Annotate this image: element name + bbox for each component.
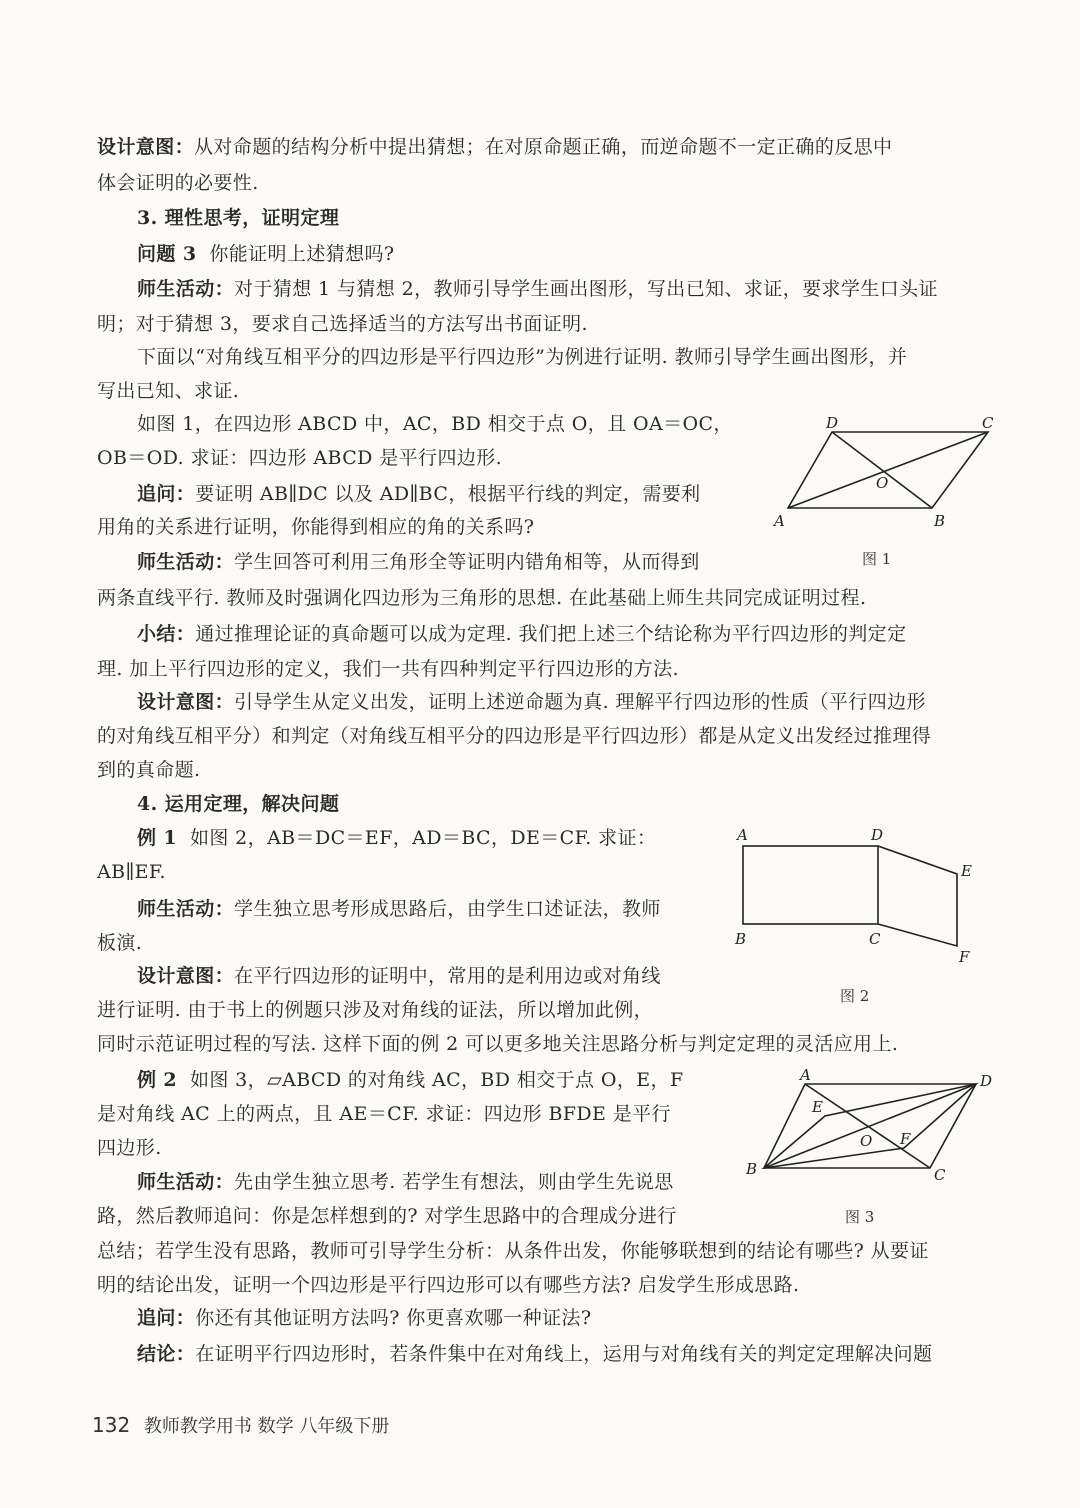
- label-e: E: [961, 862, 972, 880]
- label-f: F: [900, 1130, 911, 1148]
- diagonal-ac: [788, 432, 988, 508]
- text: 如图 2，AB＝DC＝EF，AD＝BC，DE＝CF. 求证：: [189, 827, 657, 849]
- activity-2-cont: 两条直线平行. 教师及时强调化四边形为三角形的思想. 在此基础上师生共同完成证明过程.: [97, 587, 867, 609]
- diagonal-ac: [805, 1084, 930, 1168]
- activity-3: [137, 896, 661, 922]
- example-2-cont: 是对角线 AC 上的两点，且 AE＝CF. 求证：四边形 BFDE 是平行: [97, 1103, 671, 1125]
- design-intent-3-cont: 进行证明. 由于书上的例题只涉及对角线的证法，所以增加此例，: [97, 999, 654, 1021]
- activity-1: [137, 276, 938, 302]
- book-title: 教师教学用书 数学 八年级下册: [143, 1416, 390, 1437]
- paragraph-proof-intro: 下面以“对角线互相平分的四边形是平行四边形”为例进行证明. 教师引导学生画出图形，并: [137, 346, 908, 368]
- label: 设计意图：: [137, 965, 235, 987]
- label-o: O: [876, 474, 889, 492]
- label-c: C: [869, 930, 881, 948]
- text: 你能证明上述猜想吗?: [209, 243, 395, 265]
- text: 要证明 AB∥DC 以及 AD∥BC，根据平行线的判定，需要利: [195, 483, 701, 505]
- figure-2-diagram: [725, 822, 985, 972]
- design-intent-3-cont2: 同时示范证明过程的写法. 这样下面的例 2 可以更多地关注思路分析与判定定理的灵活应用上.: [97, 1033, 899, 1055]
- figure-3: [740, 1068, 1000, 1198]
- label: 追问：: [137, 483, 196, 505]
- paragraph-proof-intro-cont: 写出已知、求证.: [97, 380, 240, 402]
- text: 学生回答可利用三角形全等证明内错角相等，从而得到: [234, 551, 700, 573]
- design-intent-1: [97, 134, 892, 160]
- text: 在平行四边形的证明中，常用的是利用边或对角线: [234, 965, 661, 987]
- label: 例 1: [137, 827, 178, 849]
- label-b: B: [934, 512, 946, 530]
- summary: [137, 621, 906, 647]
- diagonal-bd: [764, 1084, 976, 1168]
- follow-up-2: [137, 1305, 591, 1331]
- activity-2: [137, 549, 700, 575]
- activity-3-cont: 板演.: [97, 932, 143, 954]
- design-intent-2-cont2: 到的真命题.: [97, 759, 201, 781]
- label: 追问：: [137, 1307, 196, 1329]
- label-d: D: [980, 1072, 993, 1090]
- text: 对于猜想 1 与猜想 2，教师引导学生画出图形，写出已知、求证，要求学生口头证: [234, 278, 938, 300]
- section-4-heading: 4. 运用定理，解决问题: [137, 793, 340, 815]
- design-intent-2: [137, 689, 926, 715]
- activity-4: [137, 1169, 674, 1195]
- label-b: B: [746, 1160, 758, 1178]
- label-a: A: [737, 826, 748, 844]
- figure-1: [770, 410, 1010, 535]
- label-d: D: [826, 414, 839, 432]
- design-intent-1-cont: 体会证明的必要性.: [97, 172, 259, 194]
- label: 小结：: [137, 623, 196, 645]
- figure-1-caption: 图 1: [862, 550, 892, 568]
- rectangle-abcd: [743, 846, 878, 924]
- label-a: A: [800, 1066, 811, 1084]
- page-footer: [92, 1412, 389, 1438]
- label: 问题 3: [137, 243, 197, 265]
- question-3: [137, 241, 395, 267]
- paragraph-figure1: 如图 1，在四边形 ABCD 中，AC，BD 相交于点 O，且 OA＝OC，: [137, 413, 733, 435]
- text: 先由学生独立思考. 若学生有想法，则由学生先说思: [234, 1171, 674, 1193]
- follow-up-1: [137, 481, 701, 507]
- example-1: [137, 825, 656, 851]
- label: 师生活动：: [137, 1171, 235, 1193]
- label-f: F: [959, 948, 970, 966]
- summary-cont: 理. 加上平行四边形的定义，我们一共有四种判定平行四边形的方法.: [97, 658, 679, 680]
- text: 如图 3，▱ABCD 的对角线 AC，BD 相交于点 O，E，F: [189, 1069, 684, 1091]
- design-intent-3: [137, 963, 661, 989]
- figure-1-diagram: [770, 410, 1010, 535]
- page-number: 132: [92, 1413, 131, 1437]
- follow-up-1-cont: 用角的关系进行证明，你能得到相应的角的关系吗?: [97, 516, 535, 538]
- label: 例 2: [137, 1069, 178, 1091]
- design-intent-2-cont: 的对角线互相平分）和判定（对角线互相平分的四边形是平行四边形）都是从定义出发经过推理得: [97, 725, 932, 747]
- text: 你还有其他证明方法吗? 你更喜欢哪一种证法?: [195, 1307, 592, 1329]
- label: 结论：: [137, 1343, 196, 1365]
- label: 师生活动：: [137, 898, 235, 920]
- example-2: [137, 1067, 684, 1093]
- text: 引导学生从定义出发，证明上述逆命题为真. 理解平行四边形的性质（平行四边形: [234, 691, 926, 713]
- text: 学生独立思考形成思路后，由学生口述证法，教师: [234, 898, 661, 920]
- text: 在证明平行四边形时，若条件集中在对角线上，运用与对角线有关的判定定理解决问题: [195, 1343, 933, 1365]
- activity-4-cont2: 总结；若学生没有思路，教师可引导学生分析：从条件出发，你能够联想到的结论有哪些? 从要证: [97, 1240, 929, 1262]
- label: 师生活动：: [137, 551, 235, 573]
- polyline-defc: [878, 846, 957, 946]
- conclusion: [137, 1341, 932, 1367]
- example-2-cont2: 四边形.: [97, 1137, 162, 1159]
- activity-4-cont: 路，然后教师追问：你是怎样想到的? 对学生思路中的合理成分进行: [97, 1205, 677, 1227]
- example-1-cont: AB∥EF.: [97, 861, 166, 883]
- figure-3-diagram: [740, 1068, 1000, 1198]
- figure-3-caption: 图 3: [845, 1208, 875, 1226]
- label-c: C: [934, 1166, 946, 1184]
- label-a: A: [774, 512, 785, 530]
- label-b: B: [735, 930, 747, 948]
- section-3-heading: 3. 理性思考，证明定理: [137, 207, 340, 229]
- diagonal-bd: [832, 432, 932, 508]
- paragraph-figure1-cont: OB＝OD. 求证：四边形 ABCD 是平行四边形.: [97, 447, 503, 469]
- label-d: D: [871, 826, 884, 844]
- text: 从对命题的结构分析中提出猜想；在对原命题正确，而逆命题不一定正确的反思中: [194, 136, 893, 158]
- text: 通过推理论证的真命题可以成为定理. 我们把上述三个结论称为平行四边形的判定定: [195, 623, 907, 645]
- label-e: E: [812, 1098, 823, 1116]
- figure-2-caption: 图 2: [840, 987, 870, 1005]
- figure-2: [725, 822, 985, 972]
- label-c: C: [982, 414, 994, 432]
- activity-1-cont: 明；对于猜想 3，要求自己选择适当的方法写出书面证明.: [97, 313, 588, 335]
- label: 设计意图：: [137, 691, 235, 713]
- label-o: O: [860, 1132, 873, 1150]
- label: 师生活动：: [137, 278, 235, 300]
- activity-4-cont3: 明的结论出发，证明一个四边形是平行四边形可以有哪些方法? 启发学生形成思路.: [97, 1274, 800, 1296]
- label: 设计意图：: [97, 136, 195, 158]
